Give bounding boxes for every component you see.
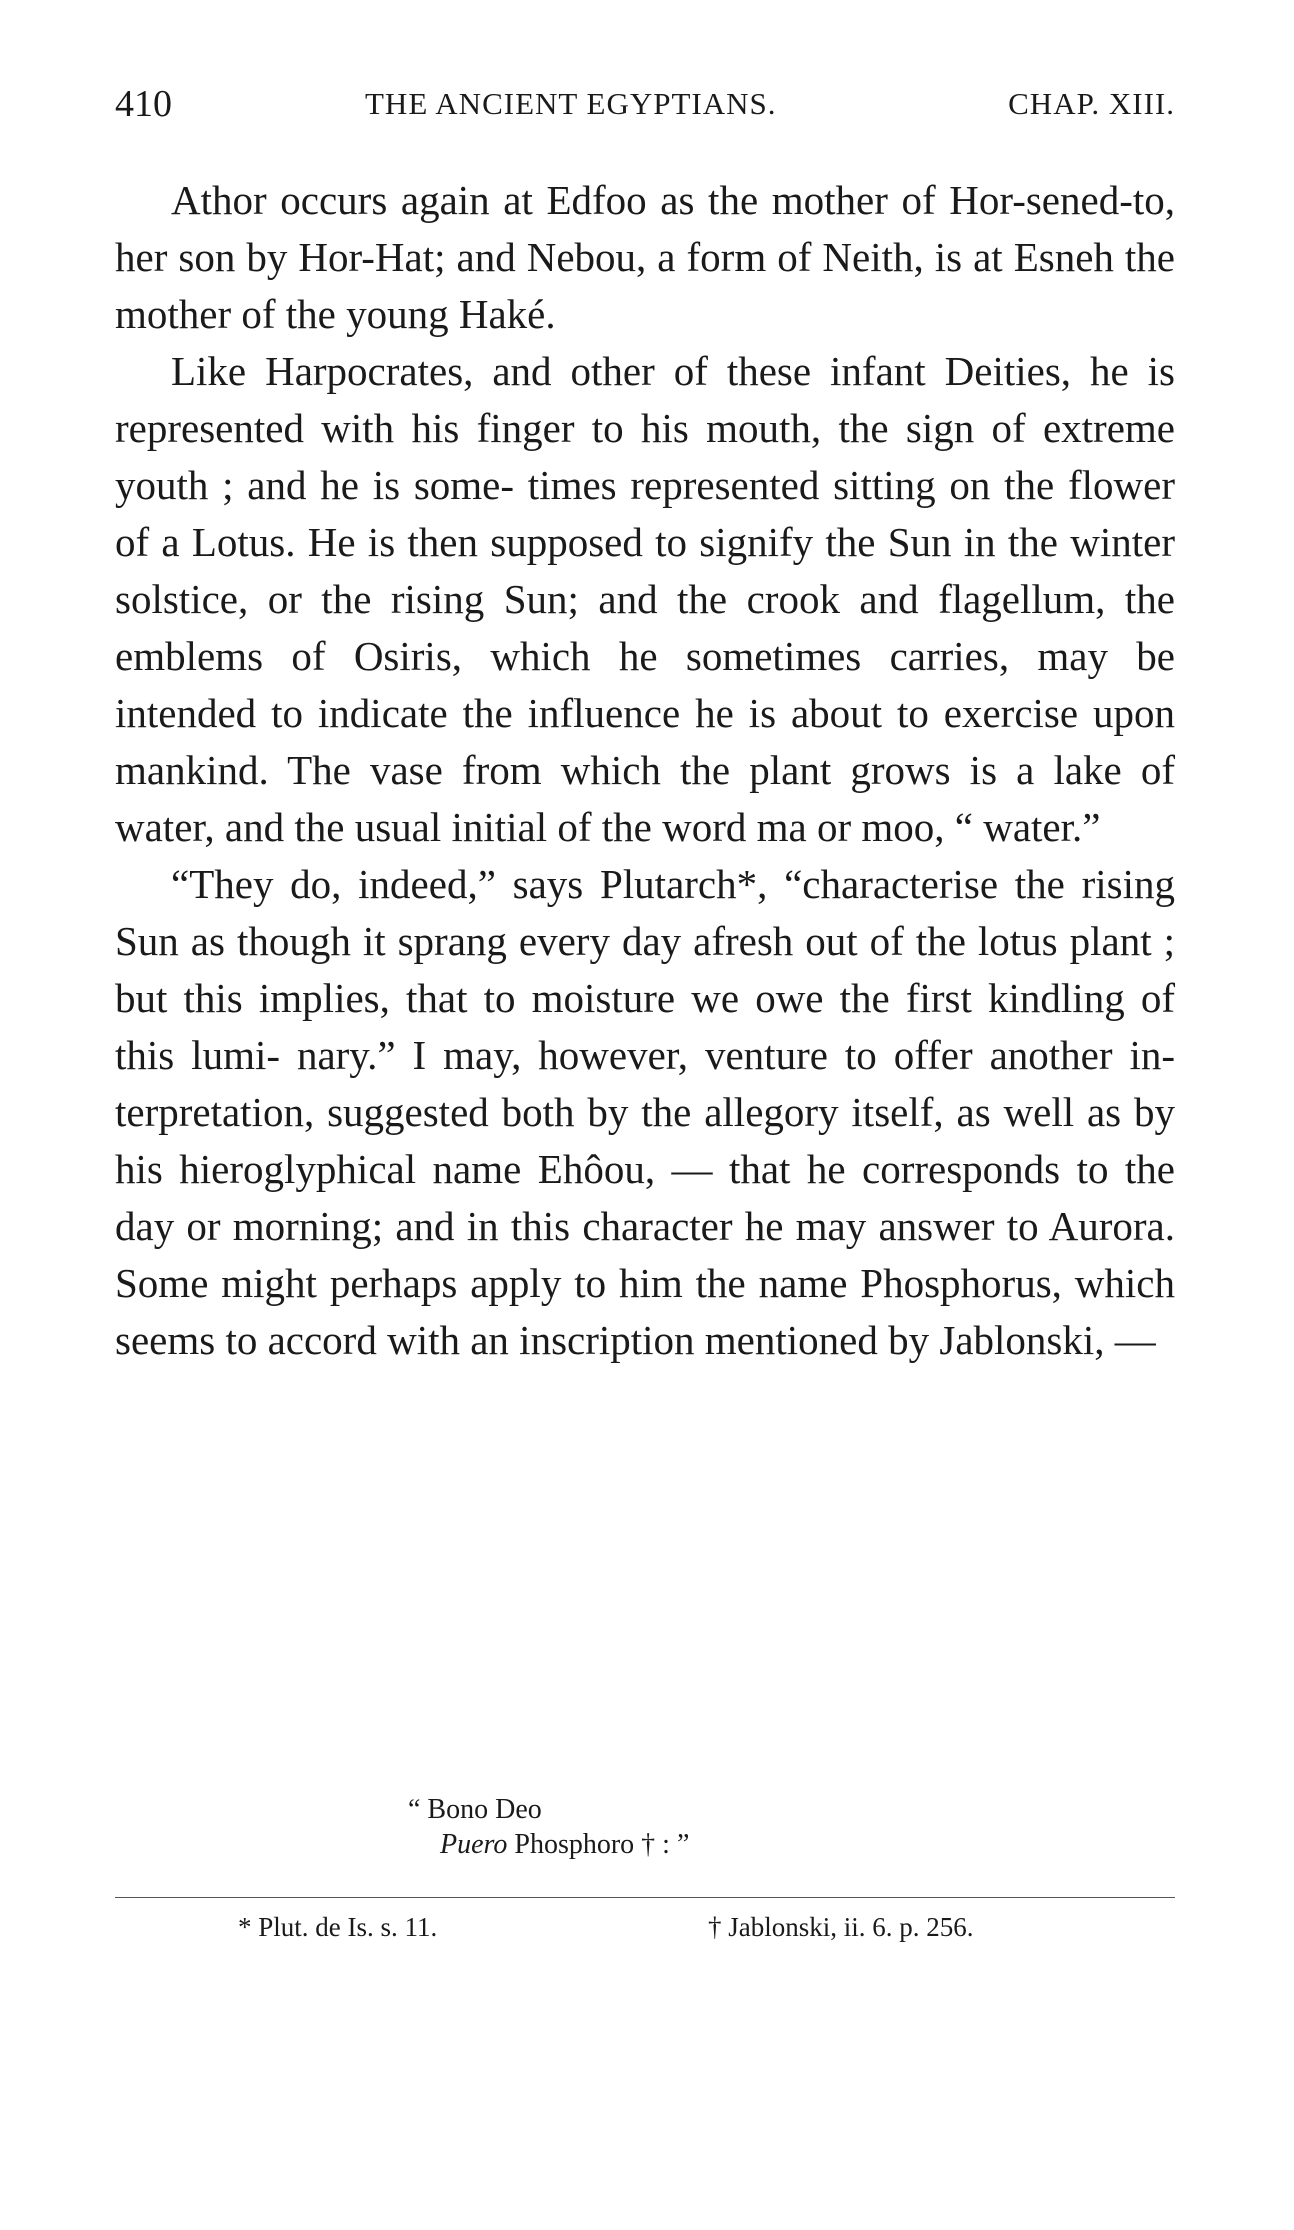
body-text: [115, 172, 1175, 1369]
inscription-italic-word: Puero: [440, 1829, 508, 1860]
paragraph-athor: Athor occurs again at Edfoo as the mother of Hor-sened-to, her son by Hor-Hat; and Nebou, a form of Neith, is at Esneh the mother of the young Haké.: [115, 177, 1175, 337]
paragraph-harpocrates: Like Harpocrates, and other of these infant Deities, he is represented with his finger to his mouth, the sign of extreme youth ; and he is some- times represented sitting on the flower of a Lotus. He is then supposed to signify the Sun in the winter solstice, or the rising Sun; and the crook and flagellum, the emblems of Osiris, which he sometimes carries, may be intended to indicate the influence he is about to exercise upon mankind. The vase from which the plant grows is a lake of water, and the usual initial of the word ma or moo, “ water.”: [115, 348, 1175, 850]
chapter-label: CHAP. XIII.: [1008, 86, 1175, 121]
inscription-line-1: “ Bono Deo: [408, 1794, 542, 1825]
inscription-line-2: [408, 1827, 689, 1862]
running-title: THE ANCIENT EGYPTIANS.: [365, 86, 777, 121]
running-header: [115, 82, 1175, 132]
footnote-plutarch: * Plut. de Is. s. 11.: [238, 1912, 438, 1942]
paragraph-plutarch: “They do, indeed,” says Plutarch*, “characterise the rising Sun as though it sprang every day afresh out of the lotus plant ; but this implies, that to moisture we owe the first kindling of this lumi- nary.” I may, however, venture to offer another in- terpretation, suggested both by the allegory itself, as well as by his hieroglyphical name Ehôou, — that he corresponds to the day or morning; and in this character he may answer to Aurora. Some might perhaps apply to him the name Phosphorus, which seems to accord with an inscription mentioned by Jablonski, —: [115, 861, 1175, 1363]
inscription-quote: [408, 1792, 689, 1862]
footnote-divider: [115, 1897, 1175, 1898]
page-number: 410: [115, 83, 172, 125]
footnote-jablonski: † Jablonski, ii. 6. p. 256.: [708, 1912, 974, 1942]
inscription-line-2-rest: Phosphoro † : ”: [507, 1829, 690, 1860]
